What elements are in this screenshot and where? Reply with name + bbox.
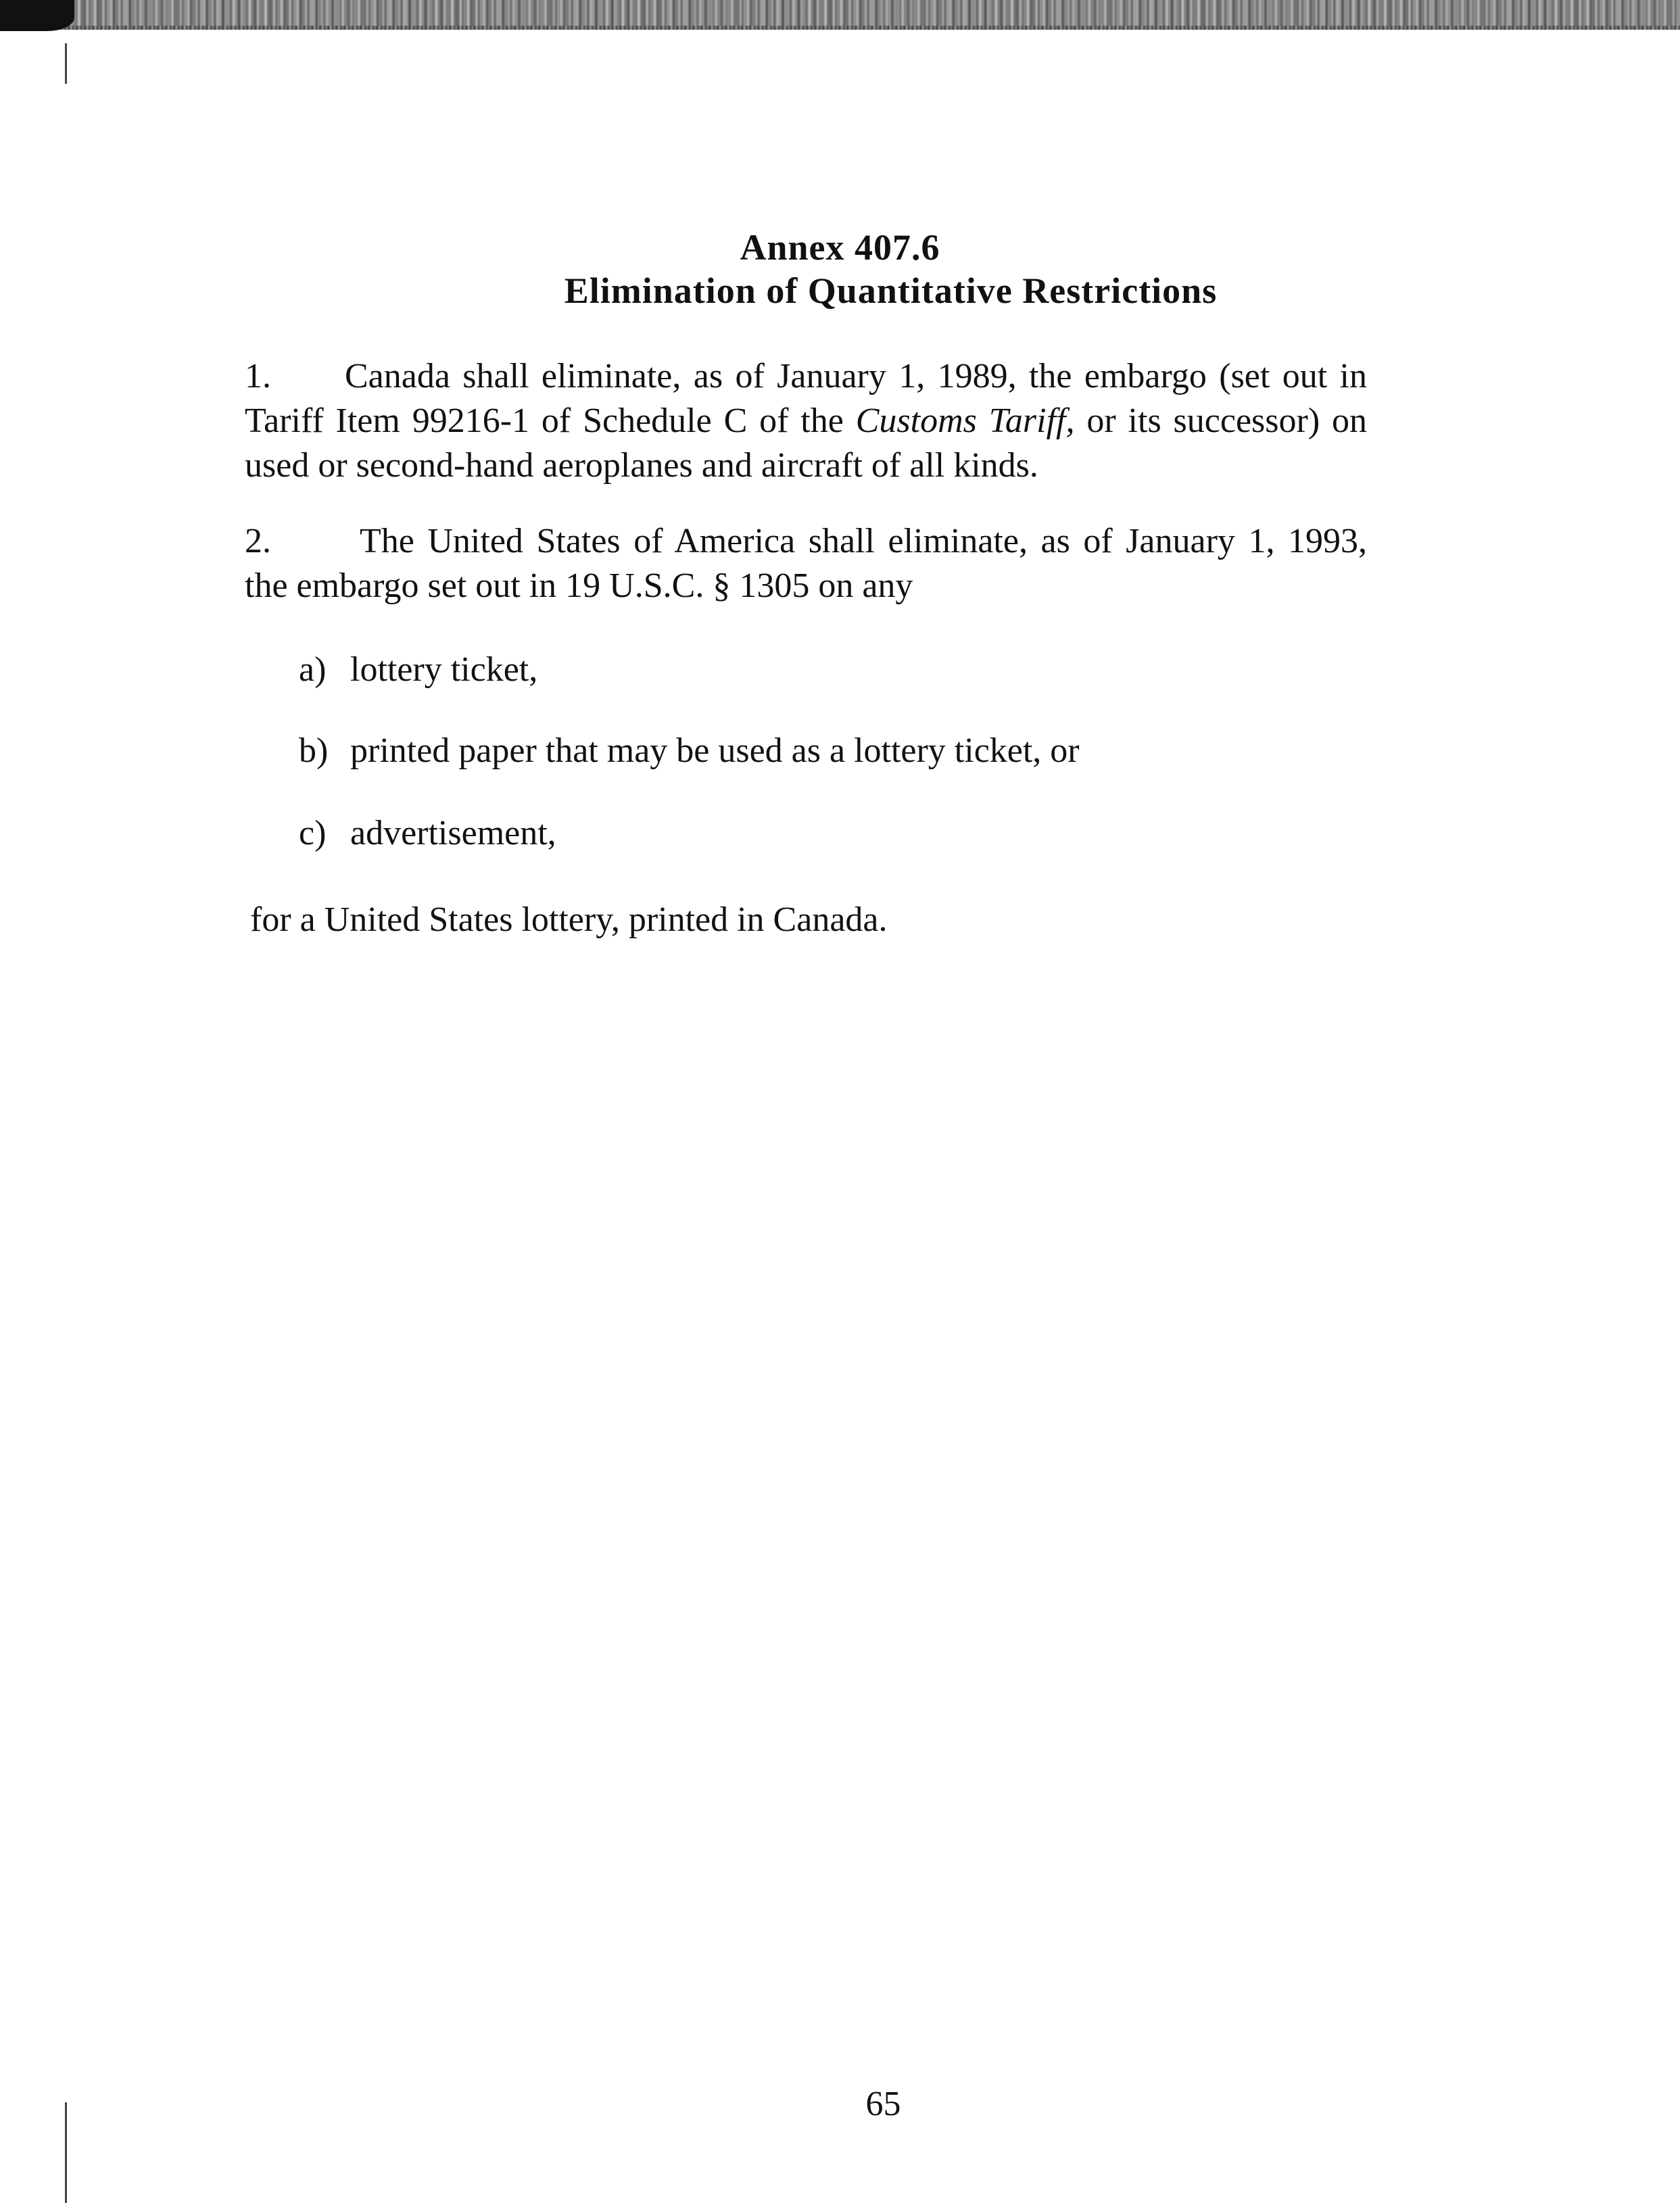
list-item: [299, 648, 537, 692]
list-marker: a): [299, 650, 327, 689]
annex-subtitle: Elimination of Quantitative Restrictions: [564, 270, 1218, 311]
paragraph-text: or its successor) on used or second-hand aeroplanes and aircraft of all kinds.: [245, 402, 1368, 485]
scan-left-edge-mark: [65, 43, 67, 84]
list-marker: c): [299, 814, 327, 852]
paragraph-1: [245, 354, 1367, 488]
page-number: 65: [865, 2085, 901, 2123]
paragraph-text: Canada shall eliminate, as of January 1, 1989, the embargo (set out in Tariff Item 99216-1 of Schedule C of the: [245, 357, 1367, 440]
list-item: [299, 729, 1080, 773]
list-text: printed paper that may be used as a lottery ticket, or: [350, 731, 1080, 770]
annex-title: Annex 407.6: [740, 227, 940, 268]
scan-corner-blot: [0, 0, 74, 31]
closing-line: for a United States lottery, printed in Canada.: [250, 900, 888, 939]
list-text: lottery ticket,: [350, 650, 538, 689]
paragraph-2: [245, 519, 1367, 608]
paragraph-italic-term: Customs Tariff,: [855, 402, 1075, 440]
list-item: [299, 811, 556, 856]
list-marker: b): [299, 731, 329, 770]
list-text: advertisement,: [350, 814, 556, 852]
paragraph-text: The United States of America shall eliminate, as of January 1, 1993, the embargo set out in 19 U.S.C. § 1305 on any: [245, 522, 1367, 605]
paragraph-number: 1.: [245, 357, 271, 395]
scan-top-edge-texture: [41, 0, 1680, 26]
paragraph-number: 2.: [245, 522, 271, 560]
